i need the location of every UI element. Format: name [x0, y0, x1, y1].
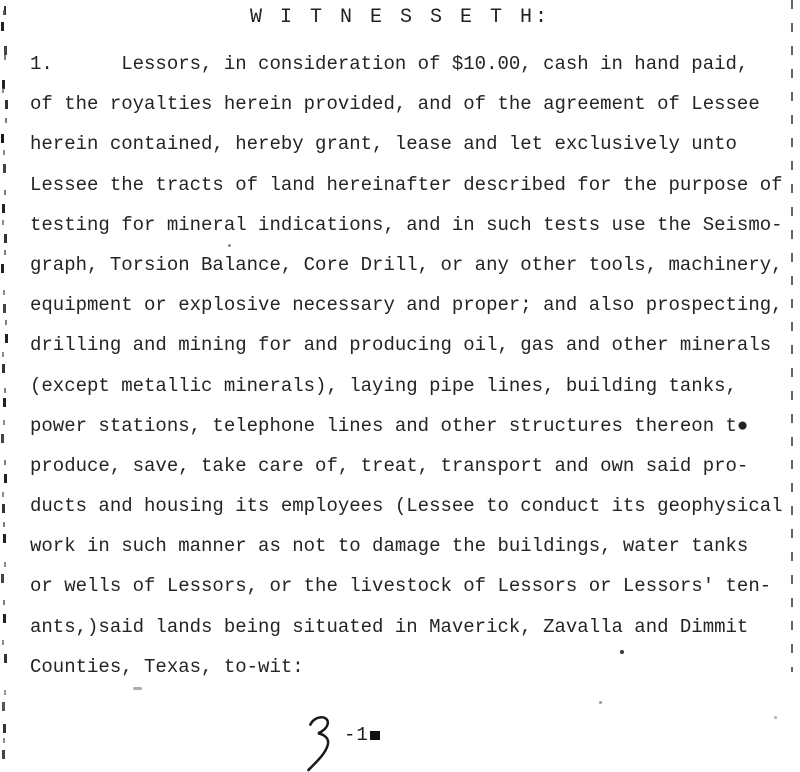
document-line: equipment or explosive necessary and proper; and also prospecting, [30, 294, 783, 317]
ink-blob-icon [370, 731, 380, 740]
document-line: work in such manner as not to damage the buildings, water tanks [30, 535, 749, 558]
document-line: ants,)said lands being situated in Maverick, Zavalla and Dimmit [30, 615, 749, 638]
document-body [30, 44, 796, 687]
document-line: of the royalties herein provided, and of the agreement of Lessee [30, 93, 760, 116]
document-line: (except metallic minerals), laying pipe lines, building tanks, [30, 374, 737, 397]
scan-speck [228, 244, 231, 247]
document-line: drilling and mining for and producing oil, gas and other minerals [30, 334, 772, 357]
document-line: ducts and housing its employees (Lessee to conduct its geophysical [30, 495, 783, 518]
document-heading: W I T N E S S E T H: [249, 6, 551, 29]
document-line: 1. Lessors, in consideration of $10.00, cash in hand paid, [30, 53, 749, 75]
document-line: power stations, telephone lines and other structures thereon t● [30, 414, 749, 437]
handwritten-numeral-3 [303, 714, 337, 772]
document-line: graph, Torsion Balance, Core Drill, or any other tools, machinery, [30, 253, 783, 276]
left-edge-scan-marks-secondary [2, 0, 4, 5]
document-line: herein contained, hereby grant, lease and let exclusively unto [30, 133, 737, 156]
document-line: Counties, Texas, to-wit: [30, 655, 304, 678]
scan-speck [620, 650, 624, 654]
page-number [344, 724, 380, 746]
scan-speck [774, 716, 777, 719]
scan-speck [599, 701, 602, 704]
document-line: or wells of Lessors, or the livestock of Lessors or Lessors' ten- [30, 575, 772, 598]
document-line: testing for mineral indications, and in such tests use the Seismo- [30, 213, 783, 236]
document-line: Lessee the tracts of land hereinafter described for the purpose of [30, 173, 783, 196]
document-line: produce, save, take care of, treat, transport and own said pro- [30, 454, 749, 477]
scan-speck [133, 687, 142, 690]
page-footer [0, 708, 800, 772]
page-number-text: -1 [344, 724, 369, 746]
